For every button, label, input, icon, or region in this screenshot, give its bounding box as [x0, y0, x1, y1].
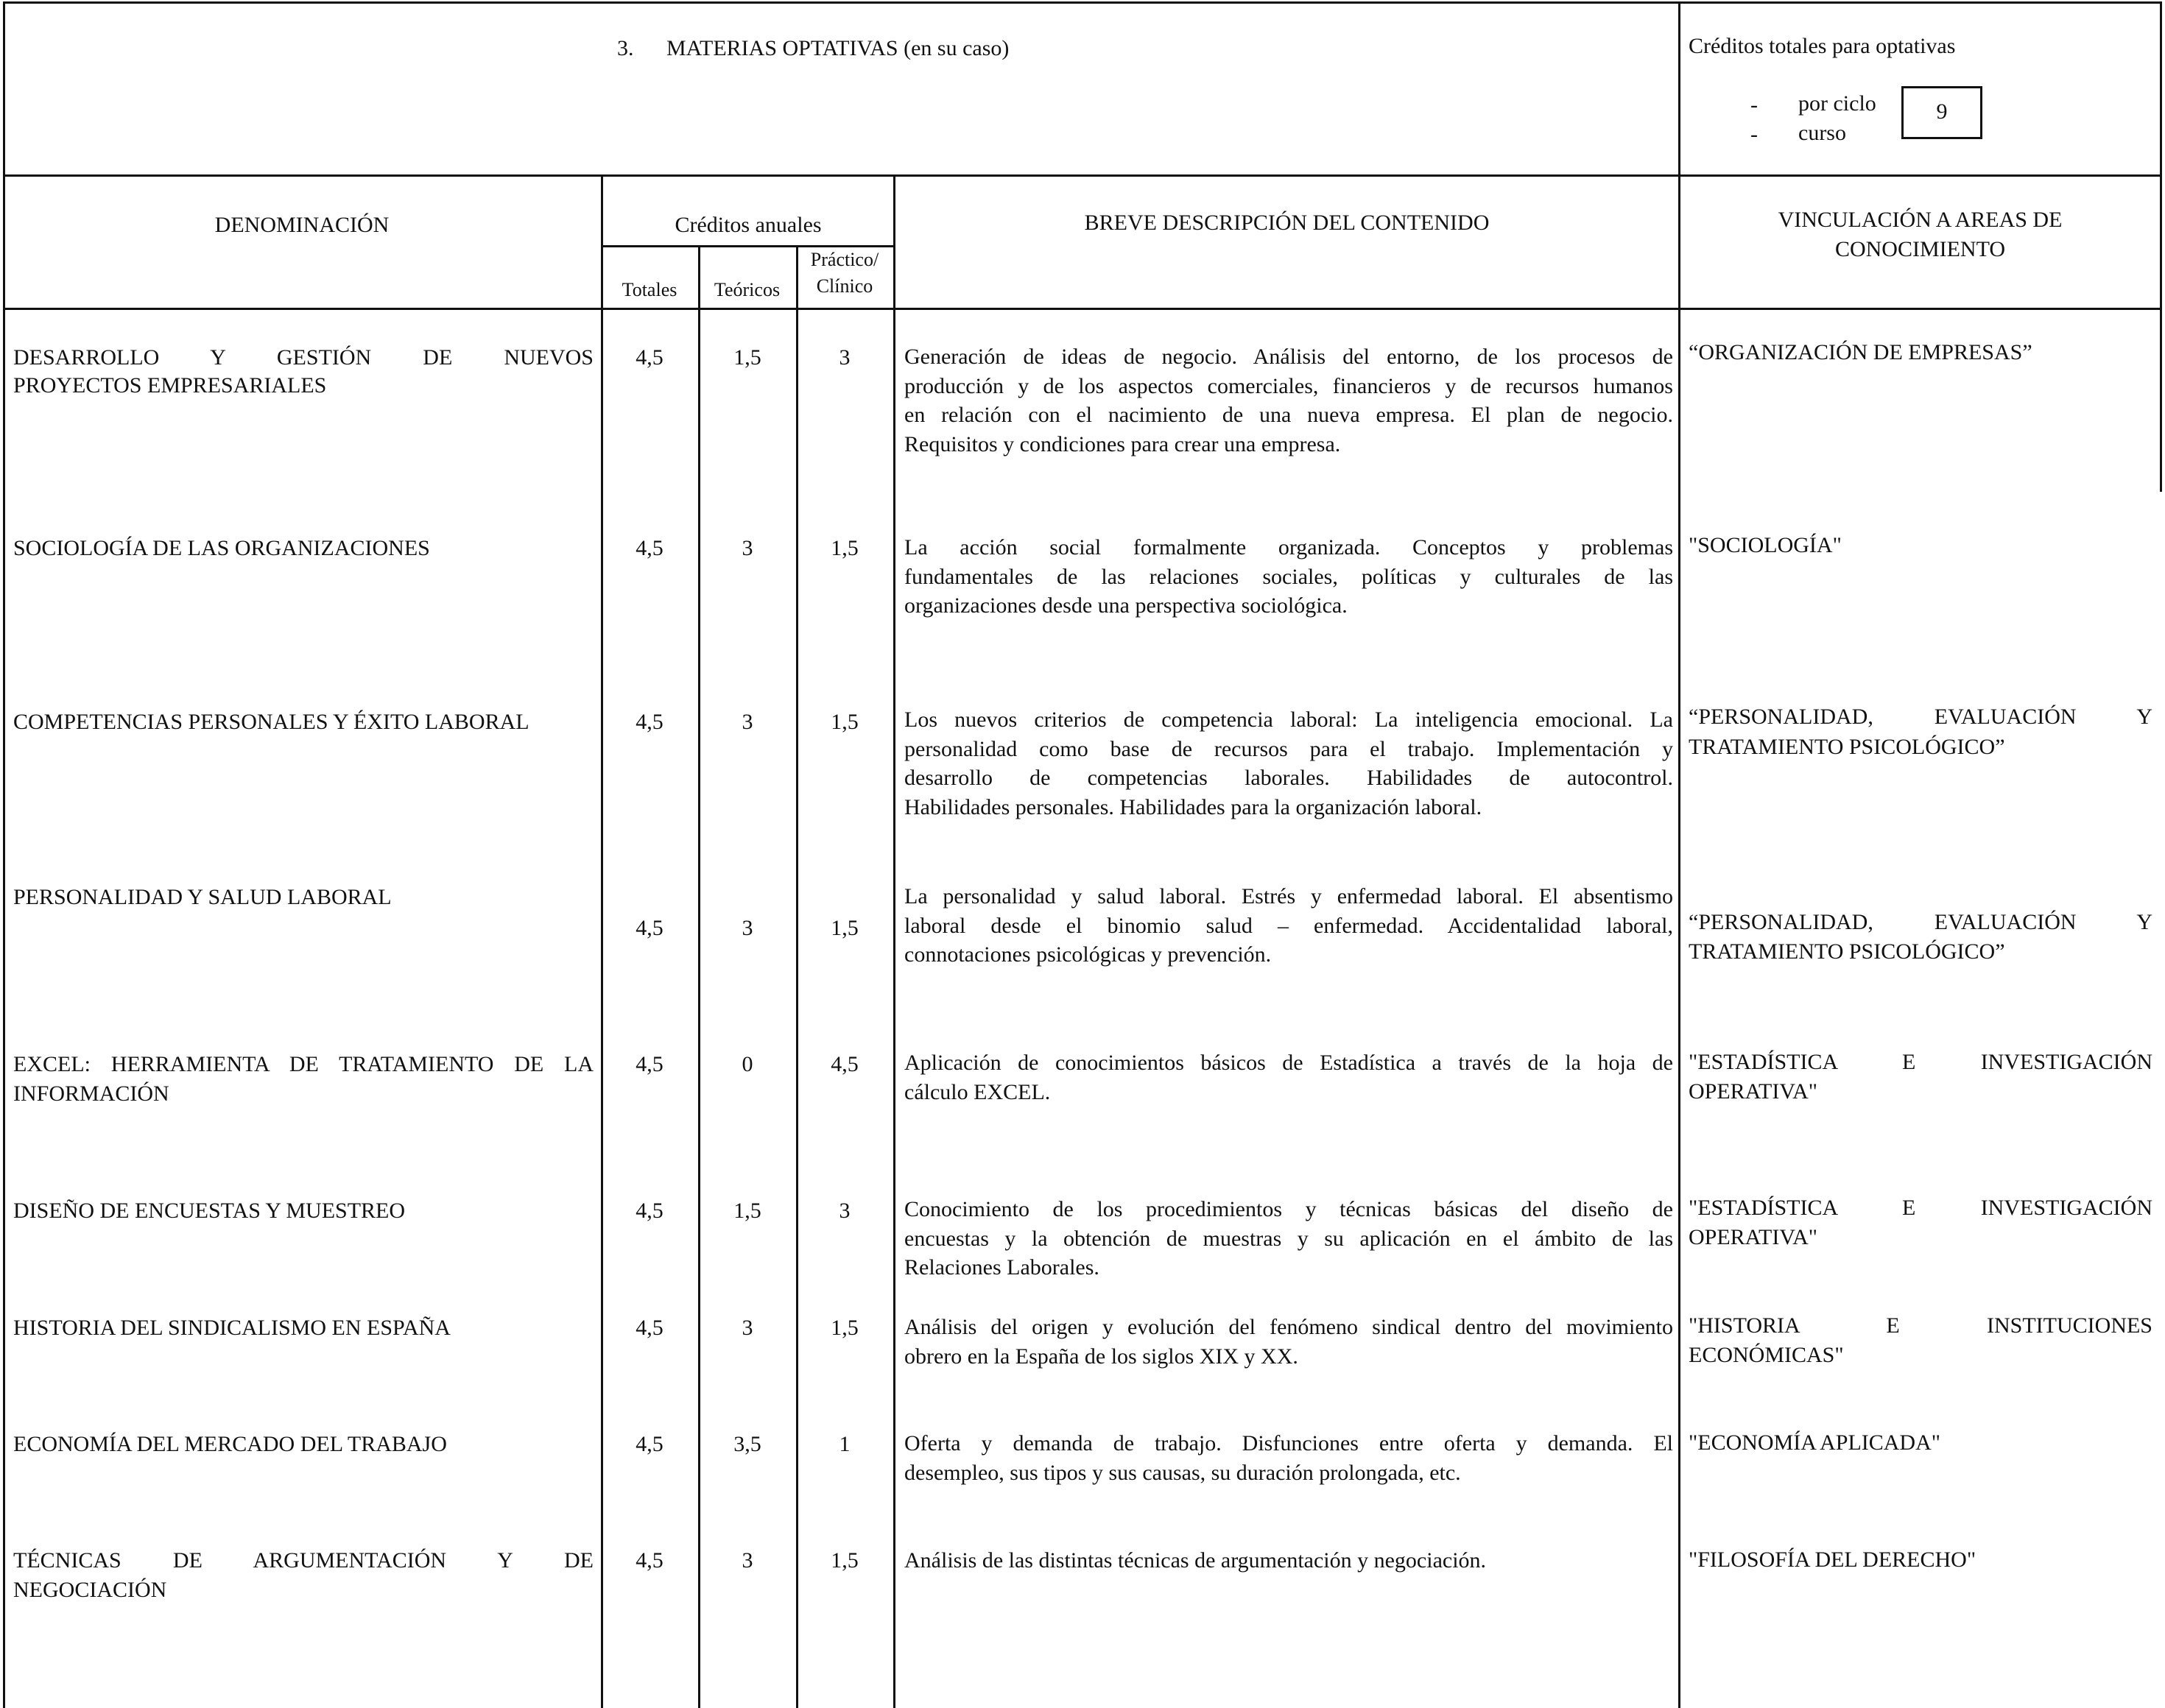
row-teoricos: 0: [742, 1052, 753, 1076]
row-name-line: NEGOCIACIÓN: [13, 1578, 167, 1602]
row-practicos: 1,5: [831, 536, 859, 560]
dash-2: -: [1750, 122, 1758, 147]
row-teoricos: 3: [742, 1316, 753, 1340]
row-practicos: 4,5: [831, 1052, 859, 1076]
row-name-line: SOCIOLOGÍA DE LAS ORGANIZACIONES: [13, 536, 430, 560]
section-number: 3.: [617, 36, 634, 60]
per-cycle-label: por ciclo: [1798, 91, 1876, 116]
row-description-line: Análisis del origen y evolución del fenómeno sindical dentro del movimiento: [904, 1315, 1673, 1339]
row-description-line: Habilidades personales. Habilidades para la organización laboral.: [904, 794, 1482, 819]
row-description-line: Relaciones Laborales.: [904, 1255, 1099, 1280]
row-totales: 4,5: [636, 1052, 663, 1076]
row-description-line: en relación con el nacimiento de una nueva empresa. El plan de negocio.: [904, 403, 1673, 427]
left-border: [3, 1, 5, 1708]
row-description-line: Generación de ideas de negocio. Análisis del entorno, de los procesos de: [904, 345, 1673, 369]
row-area: "ECONOMÍA APLICADA": [1689, 1430, 1941, 1455]
top-border: [3, 1, 2162, 4]
row-description-line: encuestas y la obtención de muestras y su aplicación en el ámbito de las: [904, 1226, 1673, 1251]
dash-1: -: [1750, 93, 1758, 117]
col-header-practico-1: Práctico/: [810, 249, 879, 270]
row-description: [904, 1429, 1673, 1487]
row-area: “PERSONALIDAD, EVALUACIÓN Y: [1689, 910, 2152, 934]
row-practicos: 1: [839, 1432, 851, 1456]
row-name-line: ECONOMÍA DEL MERCADO DEL TRABAJO: [13, 1432, 447, 1456]
row-totales: 4,5: [636, 1432, 663, 1456]
row-area: OPERATIVA": [1689, 1079, 1818, 1104]
row-teoricos: 3: [742, 1548, 753, 1573]
row-practicos: 3: [839, 1199, 851, 1223]
row-description-line: cálculo EXCEL.: [904, 1079, 1051, 1104]
row-area: “ORGANIZACIÓN DE EMPRESAS”: [1689, 340, 2032, 364]
col-divider-2: [698, 247, 700, 1708]
row-name-line: INFORMACIÓN: [13, 1081, 169, 1106]
row-teoricos: 3: [742, 916, 753, 940]
row-description: [904, 1313, 1673, 1371]
col-header-totales: Totales: [622, 279, 677, 300]
section-title: MATERIAS OPTATIVAS (en su caso): [666, 36, 1010, 60]
credits-total-label: Créditos totales para optativas: [1689, 34, 1956, 58]
row-description: [904, 1546, 1673, 1575]
row-name-line: DISEÑO DE ENCUESTAS Y MUESTREO: [13, 1199, 406, 1223]
row-teoricos: 3,5: [733, 1432, 761, 1456]
right-border-rows: [2160, 308, 2162, 492]
row-description-line: laboral desde el binomio salud – enfermedad. Accidentalidad laboral,: [904, 913, 1673, 938]
row-totales: 4,5: [636, 710, 663, 734]
col-divider-1: [601, 177, 603, 1708]
row-name-line: TÉCNICAS DE ARGUMENTACIÓN Y DE: [13, 1548, 594, 1573]
row-teoricos: 1,5: [733, 345, 761, 370]
row-area: ECONÓMICAS": [1689, 1343, 1844, 1367]
row-description-line: Aplicación de conocimientos básicos de Estadística a través de la hoja de: [904, 1051, 1673, 1075]
row-practicos: 1,5: [831, 1316, 859, 1340]
row-totales: 4,5: [636, 1548, 663, 1573]
col-header-creditos-anuales: Créditos anuales: [675, 213, 822, 237]
row-area: TRATAMIENTO PSICOLÓGICO”: [1689, 735, 2005, 759]
row-description-line: producción y de los aspectos comerciales, financieros y de recursos humanos: [904, 373, 1673, 398]
row-description-line: fundamentales de las relaciones sociales, políticas y culturales de las: [904, 564, 1673, 589]
per-cycle-value: 9: [1936, 99, 1948, 124]
row-description-line: Oferta y demanda de trabajo. Disfunciones entre oferta y demanda. El: [904, 1431, 1673, 1455]
row-totales: 4,5: [636, 1316, 663, 1340]
row-name-line: EXCEL: HERRAMIENTA DE TRATAMIENTO DE LA: [13, 1052, 594, 1076]
row-description-line: La personalidad y salud laboral. Estrés y enfermedad laboral. El absentismo: [904, 884, 1673, 908]
row-teoricos: 3: [742, 710, 753, 734]
course-label: curso: [1798, 121, 1846, 145]
row-totales: 4,5: [636, 916, 663, 940]
row-name-line: HISTORIA DEL SINDICALISMO EN ESPAÑA: [13, 1316, 451, 1340]
row-area: "ESTADÍSTICA E INVESTIGACIÓN: [1689, 1050, 2152, 1074]
row-area: "HISTORIA E INSTITUCIONES: [1689, 1313, 2152, 1338]
row-area: TRATAMIENTO PSICOLÓGICO”: [1689, 939, 2005, 964]
row-area: OPERATIVA": [1689, 1225, 1818, 1249]
row-practicos: 1,5: [831, 710, 859, 734]
row-description: [904, 1195, 1673, 1282]
row-practicos: 3: [839, 345, 851, 370]
col-header-vinculacion-1: VINCULACIÓN A AREAS DE: [1778, 208, 2063, 232]
row-totales: 4,5: [636, 536, 663, 560]
row-description-line: La acción social formalmente organizada. Conceptos y problemas: [904, 535, 1673, 560]
row-name-line: PERSONALIDAD Y SALUD LABORAL: [13, 885, 392, 909]
row-description-line: desempleo, sus tipos y sus causas, su duración prolongada, etc.: [904, 1460, 1461, 1485]
row-name-line: DESARROLLO Y GESTIÓN DE NUEVOS: [13, 345, 594, 370]
row-description-line: organizaciones desde una perspectiva sociológica.: [904, 593, 1348, 618]
row-name-line: PROYECTOS EMPRESARIALES: [13, 373, 327, 398]
row-description-line: Análisis de las distintas técnicas de argumentación y negociación.: [904, 1548, 1487, 1573]
right-border-header: [2160, 1, 2162, 309]
credits-subheader-line: [601, 245, 895, 247]
col-header-teoricos: Teóricos: [714, 279, 781, 300]
row-totales: 4,5: [636, 345, 663, 370]
col-header-denominacion: DENOMINACIÓN: [214, 213, 390, 237]
row-totales: 4,5: [636, 1199, 663, 1223]
row-description-line: Conocimiento de los procedimientos y técnicas básicas del diseño de: [904, 1197, 1673, 1221]
row-description: [904, 342, 1673, 459]
row-practicos: 1,5: [831, 916, 859, 940]
header-bottom-line: [3, 174, 2162, 177]
row-description-line: Los nuevos criterios de competencia laboral: La inteligencia emocional. La: [904, 707, 1673, 732]
row-description-line: personalidad como base de recursos para el trabajo. Implementación y: [904, 736, 1673, 761]
col-divider-3: [796, 247, 798, 1708]
column-header-bottom-line: [3, 308, 2162, 310]
row-area: “PERSONALIDAD, EVALUACIÓN Y: [1689, 705, 2152, 729]
row-description-line: desarrollo de competencias laborales. Habilidades de autocontrol.: [904, 766, 1673, 790]
row-description-line: connotaciones psicológicas y prevención.: [904, 942, 1272, 967]
row-teoricos: 3: [742, 536, 753, 560]
row-name-line: COMPETENCIAS PERSONALES Y ÉXITO LABORAL: [13, 710, 529, 734]
col-header-practico-2: Clínico: [816, 275, 873, 297]
row-teoricos: 1,5: [733, 1199, 761, 1223]
row-area: "FILOSOFÍA DEL DERECHO": [1689, 1548, 1976, 1572]
row-area: "ESTADÍSTICA E INVESTIGACIÓN: [1689, 1196, 2152, 1220]
col-divider-4: [893, 177, 895, 1708]
row-description: [904, 705, 1673, 822]
row-description-line: Requisitos y condiciones para crear una empresa.: [904, 431, 1341, 456]
row-description-line: obrero en la España de los siglos XIX y XX.: [904, 1344, 1298, 1369]
row-description: [904, 533, 1673, 621]
row-practicos: 1,5: [831, 1548, 859, 1573]
row-description: [904, 1048, 1673, 1107]
row-area: "SOCIOLOGÍA": [1689, 533, 1842, 557]
row-description: [904, 882, 1673, 970]
col-header-descripcion: BREVE DESCRIPCIÓN DEL CONTENIDO: [1084, 211, 1490, 235]
col-header-vinculacion-2: CONOCIMIENTO: [1834, 237, 2006, 261]
